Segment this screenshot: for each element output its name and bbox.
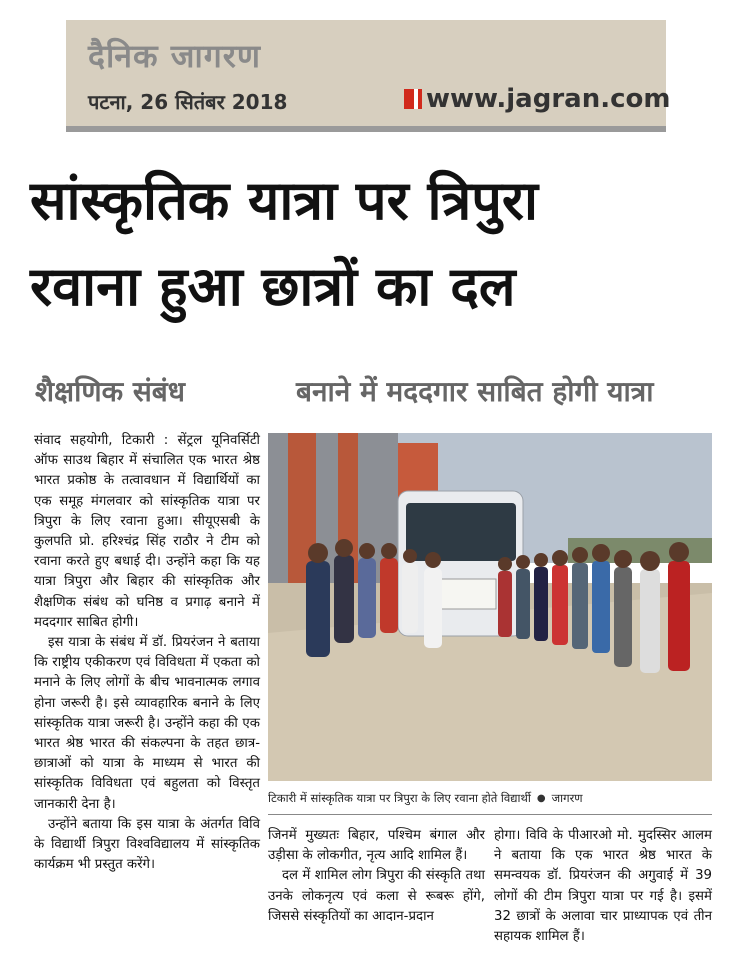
article-paragraph: होगा। विवि के पीआरओ मो. मुदस्सिर आलम ने बताया कि एक भारत श्रेष्ठ भारत के समन्वयक डॉ. प्रियरंजन की अगुवाई में 39 लोगों की टीम त्रिपुरा यात्रा पर गई है। इसमें 32 छात्रों के अलावा चार प्राध्यापक एवं तीन सहायक शामिल हैं। <box>494 828 712 945</box>
photo-credit: जागरण <box>551 791 583 805</box>
photo-caption <box>268 791 712 806</box>
building <box>268 433 398 583</box>
paper-name: दैनिक जागरण <box>88 37 262 75</box>
article-column-3 <box>494 826 712 947</box>
article-column-2 <box>268 826 485 927</box>
website-text: www.jagran.com <box>426 84 671 114</box>
students-bus-photo <box>268 433 712 781</box>
article-column-1 <box>34 431 260 875</box>
subheadline-right: बनाने में मददगार साबित होगी यात्रा <box>296 375 654 408</box>
jagran-logo-icon <box>404 89 418 109</box>
masthead <box>66 20 671 132</box>
article-paragraph: संवाद सहयोगी, टिकारी : सेंट्रल यूनिवर्सिटी ऑफ साउथ बिहार में संचालित एक भारत श्रेष्ठ भारत प्रकोष्ठ के तत्वावधान में विद्यार्थियों का एक समूह मंगलवार को सांस्कृतिक यात्रा पर त्रिपुरा के लिए रवाना हुआ। सीयूएसबी के कुलपति प्रो. हरिश्चंद्र सिंह राठौर ने टीम को रवाना करते हुए बधाई दी। उन्होंने कहा कि यह यात्रा त्रिपुरा और बिहार की सांस्कृतिक और शैक्षणिक संबंध को घनिष्ठ व प्रगाढ़ बनाने में मददगार साबित होगी। <box>34 433 260 630</box>
dateline: पटना, 26 सितंबर 2018 <box>88 90 288 114</box>
headline-line-1: सांस्कृतिक यात्रा पर त्रिपुरा <box>30 169 539 232</box>
article-paragraph: जिनमें मुख्यतः बिहार, पश्चिम बंगाल और उड़ीसा के लोकगीत, नृत्य आदि शामिल हैं। <box>268 828 485 864</box>
article-paragraph: उन्होंने बताया कि इस यात्रा के अंतर्गत विवि के विद्यार्थी त्रिपुरा विश्वविद्यालय में सांस्कृतिक कार्यक्रम भी प्रस्तुत करेंगे। <box>34 816 260 873</box>
headline-line-2: रवाना हुआ छात्रों का दल <box>30 255 516 318</box>
caption-divider <box>268 814 712 815</box>
subheadline-left: शैक्षणिक संबंध <box>35 375 186 408</box>
article-paragraph: इस यात्रा के संबंध में डॉ. प्रियरंजन ने बताया कि राष्ट्रीय एकीकरण एवं विविधता में एकता को मनाने के लिए लोगों के बीच भावनात्मक लगाव होना जरूरी है। इसे व्यावहारिक बनाने के लिए सांस्कृतिक यात्रा जरूरी है। उन्होंने कहा की एक भारत श्रेष्ठ भारत की संकल्पना के तहत छात्र-छात्राओं को यात्रा के माध्यम से भारत की सांस्कृतिक विविधता एवं बहुलता को विस्तृत जानकारी देना है। <box>34 635 260 812</box>
website <box>404 84 670 114</box>
article-paragraph: दल में शामिल लोग त्रिपुरा की संस्कृति तथा उनके लोकनृत्य एवं कला से रूबरू होंगे, जिससे संस्कृतियों का आदान-प्रदान <box>268 868 485 924</box>
caption-text: टिकारी में सांस्कृतिक यात्रा पर त्रिपुरा के लिए रवाना होते विद्यार्थी <box>268 791 531 805</box>
headline <box>30 158 720 330</box>
news-photo <box>268 433 712 781</box>
caption-bullet-icon: ● <box>536 793 546 804</box>
